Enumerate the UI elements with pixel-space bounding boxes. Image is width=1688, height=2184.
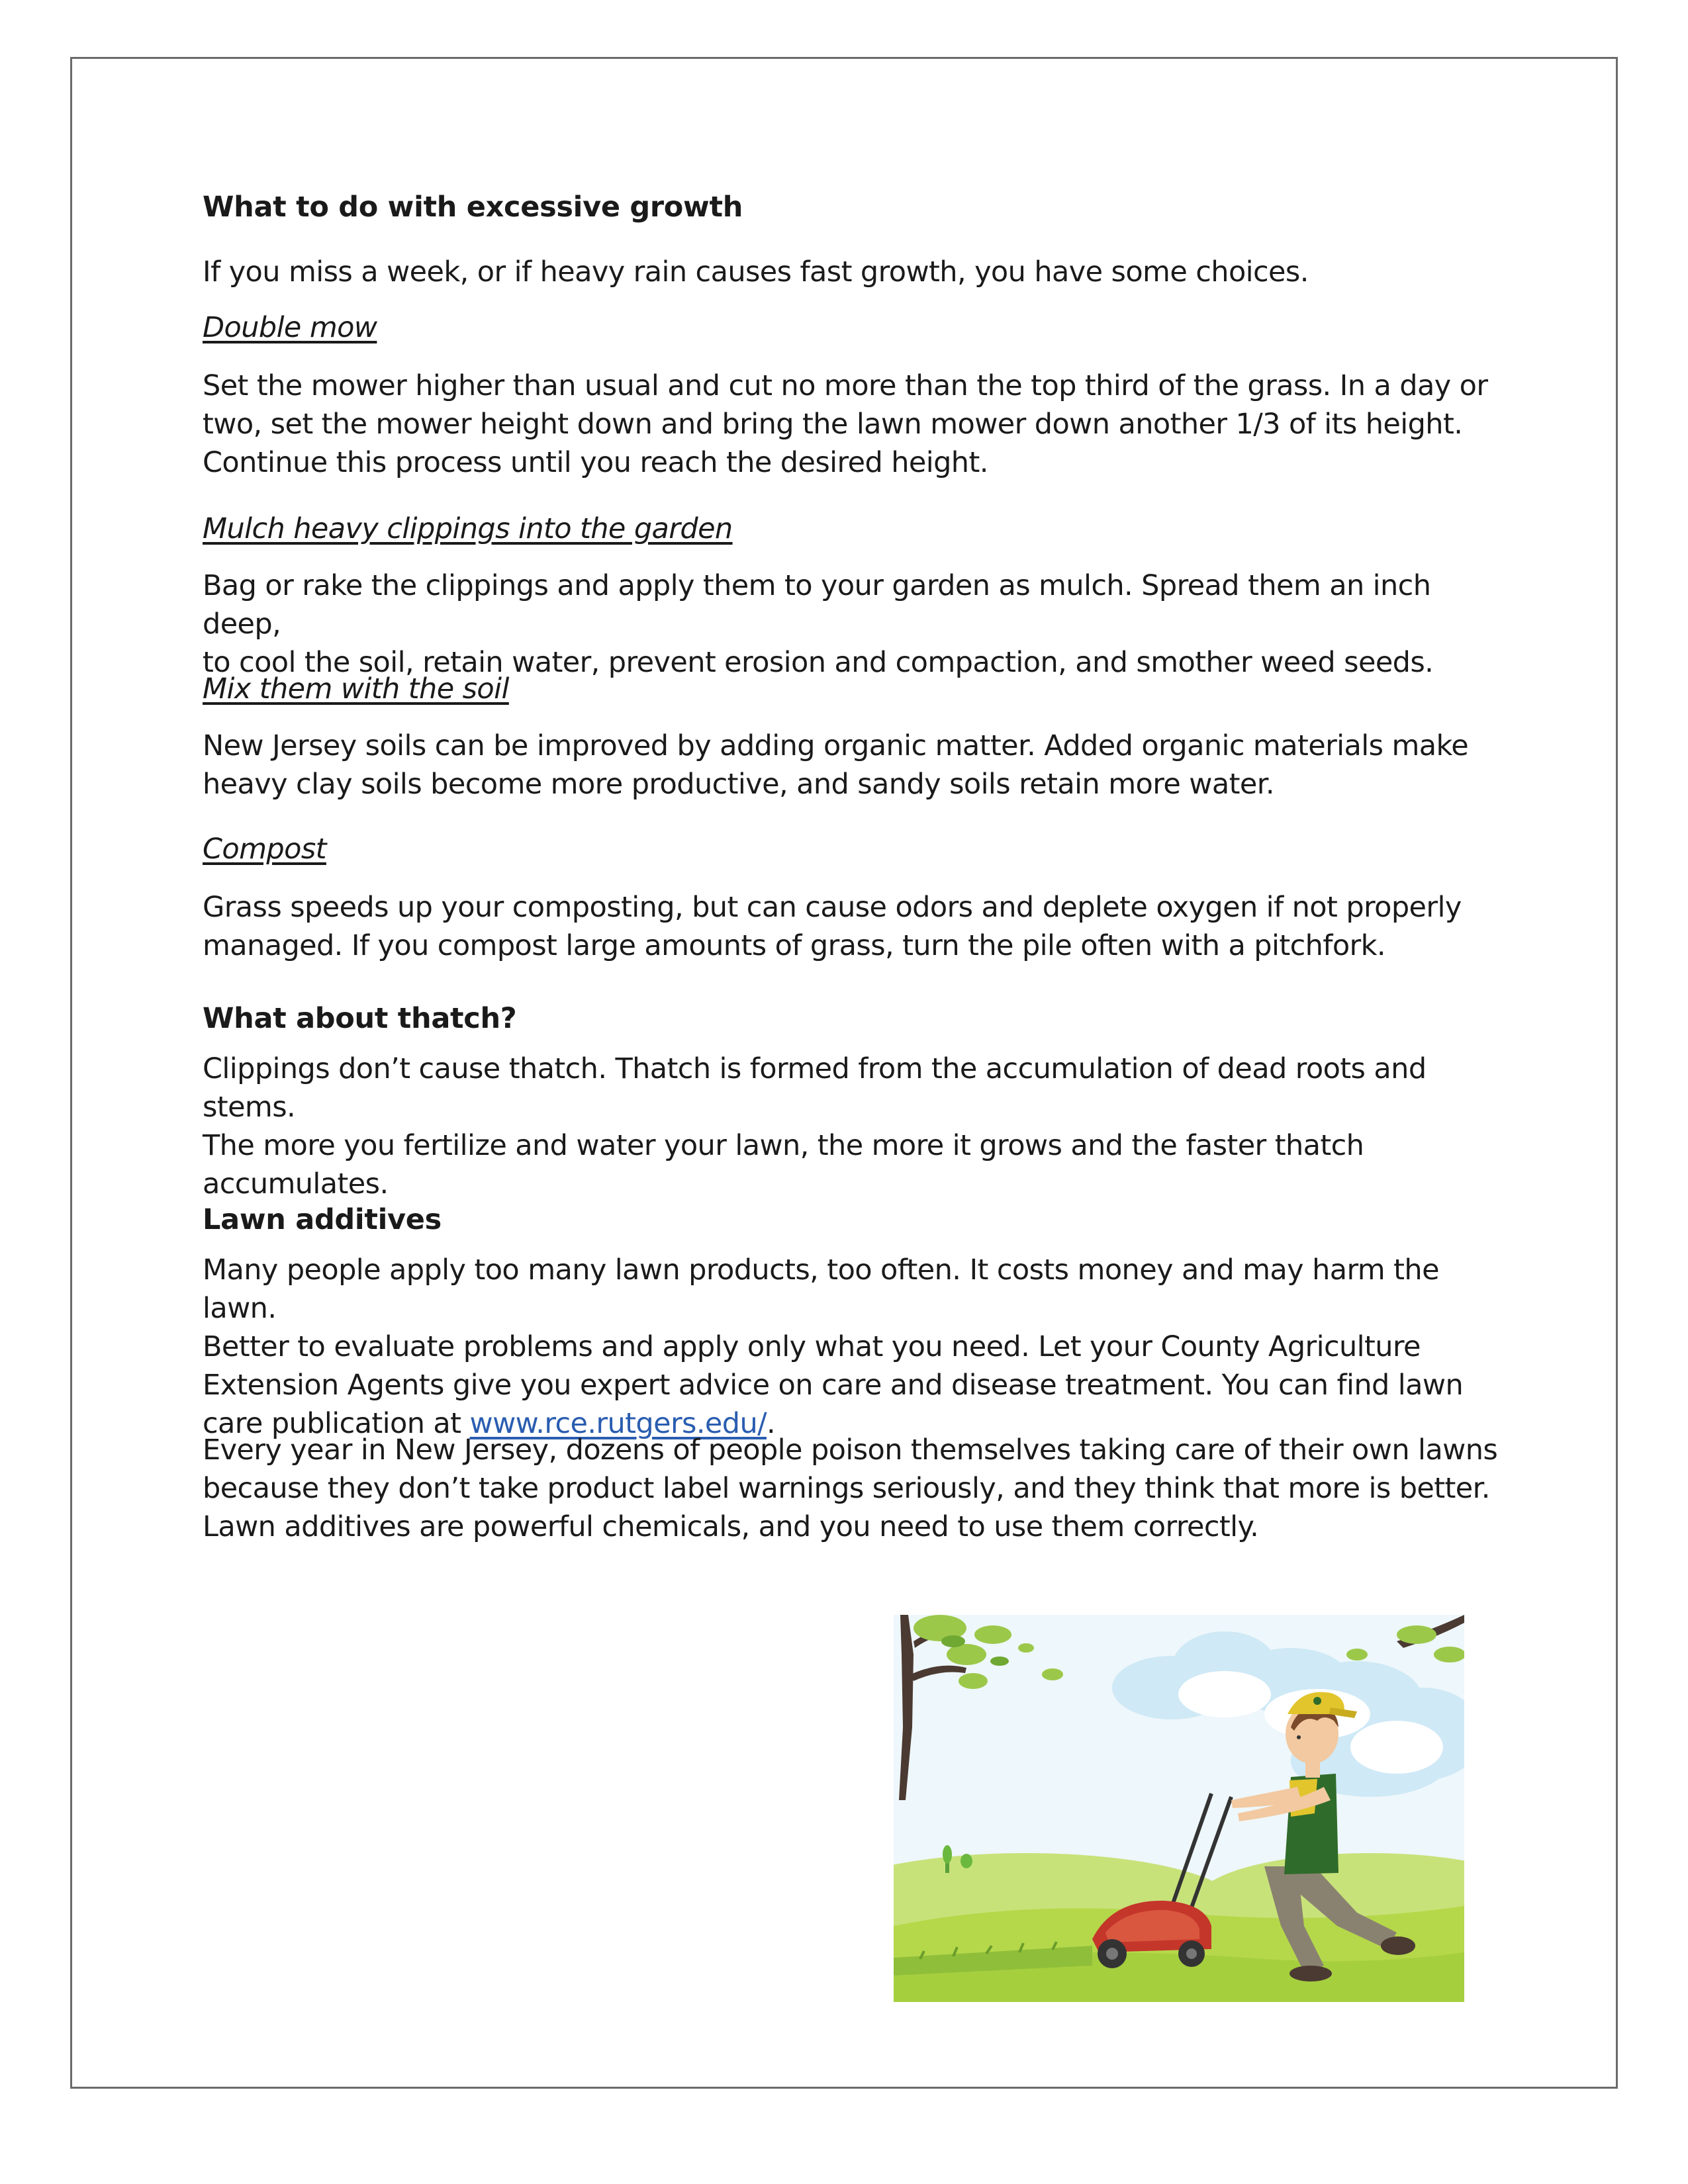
text-line: to cool the soil, retain water, prevent erosion and compaction, and smother weed seeds. xyxy=(203,646,1434,679)
text-line: New Jersey soils can be improved by adding organic matter. Added organic materials make xyxy=(203,729,1469,762)
mix-soil-paragraph xyxy=(203,727,1468,803)
rutgers-link[interactable]: www.rce.rutgers.edu/ xyxy=(469,1407,767,1440)
text-fragment: . xyxy=(767,1407,776,1440)
heading-thatch: What about thatch? xyxy=(203,1002,517,1035)
text-line: Set the mower higher than usual and cut no more than the top third of the grass. In a day or xyxy=(203,369,1488,402)
text-line: Bag or rake the clippings and apply them to your garden as mulch. Spread them an inch deep, xyxy=(203,569,1431,641)
mulch-paragraph xyxy=(203,567,1500,682)
text-line: Lawn additives are powerful chemicals, and you need to use them correctly. xyxy=(203,1510,1259,1543)
text-line: Many people apply too many lawn products, too often. It costs money and may harm the lawn. xyxy=(203,1253,1439,1325)
text-fragment: care publication at xyxy=(203,1407,470,1440)
text-line: Grass speeds up your composting, but can cause odors and deplete oxygen if not properly xyxy=(203,891,1462,924)
double-mow-paragraph xyxy=(203,367,1487,482)
text-line: accumulates. xyxy=(203,1167,389,1201)
text-line: Clippings don’t cause thatch. Thatch is formed from the accumulation of dead roots and stems. xyxy=(203,1052,1427,1124)
text-line: Extension Agents give you expert advice on care and disease treatment. You can find lawn xyxy=(203,1369,1464,1402)
text-line: managed. If you compost large amounts of grass, turn the pile often with a pitchfork. xyxy=(203,929,1385,962)
lawn-mowing-icon xyxy=(894,1615,1464,2002)
compost-paragraph xyxy=(203,888,1462,965)
text-line: heavy clay soils become more productive, and sandy soils retain more water. xyxy=(203,768,1274,801)
heading-excessive-growth: What to do with excessive growth xyxy=(203,191,743,224)
lawn-mowing-illustration xyxy=(894,1615,1464,2002)
subhead-mix-soil: Mix them with the soil xyxy=(203,672,509,705)
additives-paragraph-2 xyxy=(203,1431,1497,1546)
text-line: because they don’t take product label warnings seriously, and they think that more is better. xyxy=(203,1472,1490,1505)
heading-lawn-additives: Lawn additives xyxy=(203,1203,442,1236)
text-line: two, set the mower height down and bring the lawn mower down another 1/3 of its height. xyxy=(203,408,1463,441)
additives-paragraph-1 xyxy=(203,1251,1500,1443)
intro-paragraph: If you miss a week, or if heavy rain causes fast growth, you have some choices. xyxy=(203,255,1309,289)
thatch-paragraph xyxy=(203,1050,1500,1203)
text-line: The more you fertilize and water your lawn, the more it grows and the faster thatch xyxy=(203,1129,1364,1162)
subhead-compost: Compost xyxy=(203,833,326,866)
subhead-mulch: Mulch heavy clippings into the garden xyxy=(203,512,733,545)
text-line: Better to evaluate problems and apply only what you need. Let your County Agriculture xyxy=(203,1330,1421,1363)
text-line: Every year in New Jersey, dozens of people poison themselves taking care of their own lawns xyxy=(203,1433,1498,1467)
text-line: Continue this process until you reach the desired height. xyxy=(203,446,988,479)
subhead-double-mow: Double mow xyxy=(203,311,377,344)
